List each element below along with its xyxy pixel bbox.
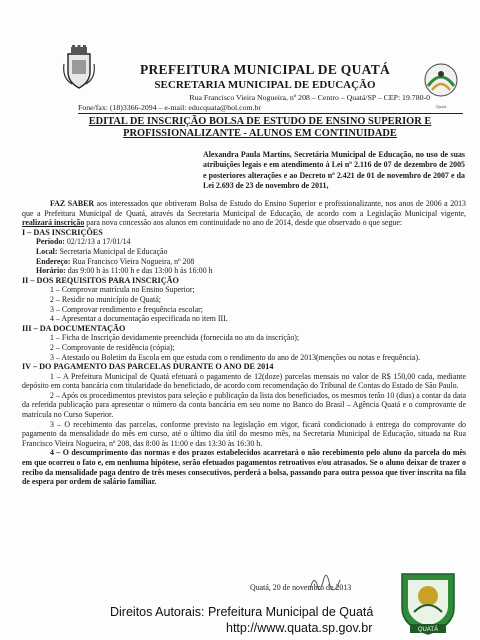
quata-badge-icon (394, 568, 462, 636)
documentacao-item: 3 – Atestado ou Boletim da Escola em que estuda com o rendimento do ano de 2013(menções ou notas e frequência). (50, 352, 421, 362)
edital-heading (60, 116, 460, 140)
endereco-label: Endereço: (36, 256, 71, 266)
section-4-title: IV – DO PAGAMENTO DAS PARCELAS DURANTE O ANO DE 2014 (22, 362, 274, 372)
requisito-item: 3 – Comprovar rendimento e frequência escolar; (50, 304, 203, 314)
pagamento-paragraph-3: 3 – O recebimento das parcelas, conforme previsto na legislação em vigor, ficará condicionado à entrega do comprovante do pagamento da mensalidade do mês em curso, até o último dia útil do mesmo mês, na Secretaria Municipal de Educação, situada na Rua Francisco Vieira Nogueira, nº 208, das 8:00 às 11:00 e das 13:30 às 16:30 h. (22, 419, 466, 448)
endereco-row (22, 257, 466, 267)
pagamento-paragraph-2: 2 – Após os procedimentos previstos para seleção e publicação da lista dos beneficiados, os mesmos terão 10 (dias) a contar da data da referida publicação para apresentar o número da conta bancária em seu nome no Banco do Brasil – Agência Quatá e o comprovante de matrícula no Curso Superior. (22, 390, 466, 420)
local-row (22, 247, 466, 257)
municipal-crest-icon (62, 44, 96, 90)
periodo-label: Período: (36, 237, 65, 247)
address-line: Rua Francisco Vieira Nogueira, nº 208 – Centro – Quatá/SP – CEP: 19.780-0 (189, 93, 430, 102)
edital-line-2: PROFISSIONALIZANTE - ALUNOS EM CONTINUIDADE (123, 128, 397, 139)
logo-caption: Quatá (435, 104, 447, 109)
copyright-watermark: Direitos Autorais: Prefeitura Municipal de Quatá (110, 605, 374, 619)
horario-label: Horário: (36, 266, 66, 276)
intro-lead: FAZ SABER (50, 199, 95, 208)
horario-row (22, 266, 466, 276)
periodo-value: 02/12/13 a 17/01/14 (64, 237, 131, 247)
section-1-title: I – DAS INSCRIÇÕES (22, 227, 103, 237)
document-body (22, 199, 466, 487)
intro-text-b: para nova concessão aos alunos em continuidade no ano de 2014, desde que observado o que segue: (84, 218, 403, 228)
documentacao-item: 2 – Comprovante de residência (cópia); (50, 342, 175, 352)
local-value: Secretaria Municipal de Educação (57, 246, 168, 256)
page-title: PREFEITURA MUNICIPAL DE QUATÁ (139, 62, 391, 77)
documentacao-item: 1 – Ficha de Inscrição devidamente preenchida (fornecida no ato da inscrição); (50, 333, 300, 343)
section-2-title: II – DOS REQUISITOS PARA INSCRIÇÃO (22, 275, 179, 285)
local-label: Local: (36, 246, 58, 256)
endereco-value: Rua Francisco Vieira Nogueira, nº 208 (70, 256, 195, 266)
header-divider (78, 113, 463, 114)
ementa-paragraph: Alexandra Paula Martins, Secretária Municipal de Educação, no uso de suas atribuições legais e em atendimento à Lei nº 2.116 de 07 de dezembro de 2005 e posteriores alterações e ao Decreto nº 2.421 de 01 de novembro de 2007 e da Lei 2.693 de 23 de novembro de 2011, (203, 150, 465, 191)
document-date: Quatá, 20 de novembro de 2013 (250, 583, 352, 592)
requisito-item: 2 – Residir no município de Quatá; (50, 294, 161, 304)
department-name: SECRETARIA MUNICIPAL DE EDUCAÇÃO (154, 79, 376, 91)
section-3-title: III – DA DOCUMENTAÇÃO (22, 323, 126, 333)
edital-line-1: EDITAL DE INSCRIÇÃO BOLSA DE ESTUDO DE ENSINO SUPERIOR E (88, 116, 432, 127)
intro-text-a: aos interessados que obtiveram Bolsa de Estudo do Ensino Superior e profissionalizante, nos anos de 2006 a 2013 que a Prefeitura Municipal de Quatá, através da Secretaria Municipal de Educação, de acordo com a Legislação Municipal vigente, (22, 199, 466, 218)
intro-paragraph (22, 199, 466, 228)
quata-logo-icon (420, 60, 462, 104)
periodo-row (22, 237, 466, 247)
requisito-item: 4 – Apresentar a documentação especificada no item III. (50, 314, 228, 324)
intro-highlight: realizará inscrição (22, 218, 85, 228)
pagamento-paragraph-1: 1 – A Prefeitura Municipal de Quatá efetuará o pagamento de 12(doze) parcelas mensais no valor de R$ 150,00 cada, mediante depósito em conta bancária com titularidade do beneficiado, de acordo com recomendação do Tribunal de Contas do Estado de São Paulo. (22, 371, 466, 391)
signature-mark (300, 568, 360, 598)
pagamento-paragraph-4: 4 – O descumprimento das normas e dos prazos estabelecidos acarretará o não recebimento pelo aluno da parcela do mês em que ocorreu o fato e, em nenhuma hipótese, serão efetuados pagamentos retroativos e/ou atrasados. Se o aluno deixar de trazer o recibo da mensalidade paga dentro de três meses consecutivos, perderá a bolsa, passando para outra pessoa que tiver inscrita na fila de espera por ordem de salário familiar. (22, 448, 466, 487)
website-link[interactable]: http://www.quata.sp.gov.br (226, 621, 373, 635)
requisito-item: 1 – Comprovar matrícula no Ensino Superior; (50, 285, 195, 295)
horario-value: das 9:00 h às 11:00 h e das 13:00 h às 16:00 h (65, 266, 213, 276)
badge-caption: QUATÁ (417, 627, 439, 633)
contact-line: Fone/fax: (18)3366-2094 – e-mail: educquata@bol.com.br (78, 103, 261, 112)
